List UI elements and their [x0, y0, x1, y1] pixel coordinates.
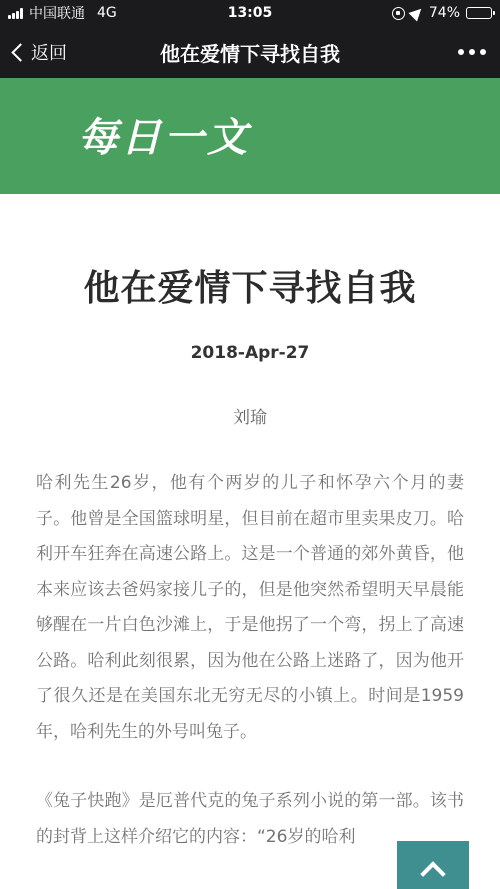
- chevron-left-icon: [11, 43, 29, 61]
- battery-icon: [466, 7, 492, 19]
- article-paragraph: 《兔子快跑》是厄普代克的兔子系列小说的第一部。该书的封背上这样介绍它的内容：“26岁的哈利: [36, 791, 464, 847]
- nav-title: 他在爱情下寻找自我: [160, 41, 340, 66]
- status-bar: [0, 0, 500, 26]
- article-title: 他在爱情下寻找自我: [83, 268, 417, 309]
- article-paragraph: 哈利先生26岁，他有个两岁的儿子和怀孕六个月的妻子。他曾是全国篮球明星，但目前在超市里卖果皮刀。哈利开车狂奔在高速公路上。这是一个普通的郊外黄昏，他本来应该去爸妈家接儿子的，但是他突然希望明天早晨能够醒在一片白色沙滩上，于是他拐了一个弯，拐上了高速公路。哈利此刻很累，因为他在公路上迷路了，因为他开了很久还是在美国东北无穷无尽的小镇上。时间是1959年，哈利先生的外号叫兔子。: [36, 473, 464, 742]
- back-label: 返回: [31, 43, 67, 64]
- rotation-lock-icon: [392, 7, 405, 20]
- more-button[interactable]: [458, 26, 486, 78]
- carrier-label: 中国联通: [29, 6, 85, 22]
- article-author: 刘瑜: [233, 408, 267, 428]
- nav-bar: [0, 26, 500, 78]
- site-logo[interactable]: 每日一文: [78, 114, 250, 161]
- location-icon: [408, 5, 425, 22]
- more-dots-icon: [458, 49, 486, 55]
- header-banner: [0, 78, 500, 194]
- article-date: 2018-Apr-27: [190, 343, 310, 363]
- status-time: 13:05: [227, 5, 273, 21]
- chevron-up-icon: [420, 861, 445, 886]
- network-label: 4G: [97, 5, 117, 21]
- status-right: [392, 5, 492, 21]
- signal-icon: [8, 8, 23, 19]
- back-button[interactable]: [10, 26, 67, 78]
- battery-percent: 74%: [428, 5, 460, 21]
- article: [0, 194, 500, 855]
- back-to-top-button[interactable]: [397, 841, 469, 889]
- status-left: [8, 3, 117, 23]
